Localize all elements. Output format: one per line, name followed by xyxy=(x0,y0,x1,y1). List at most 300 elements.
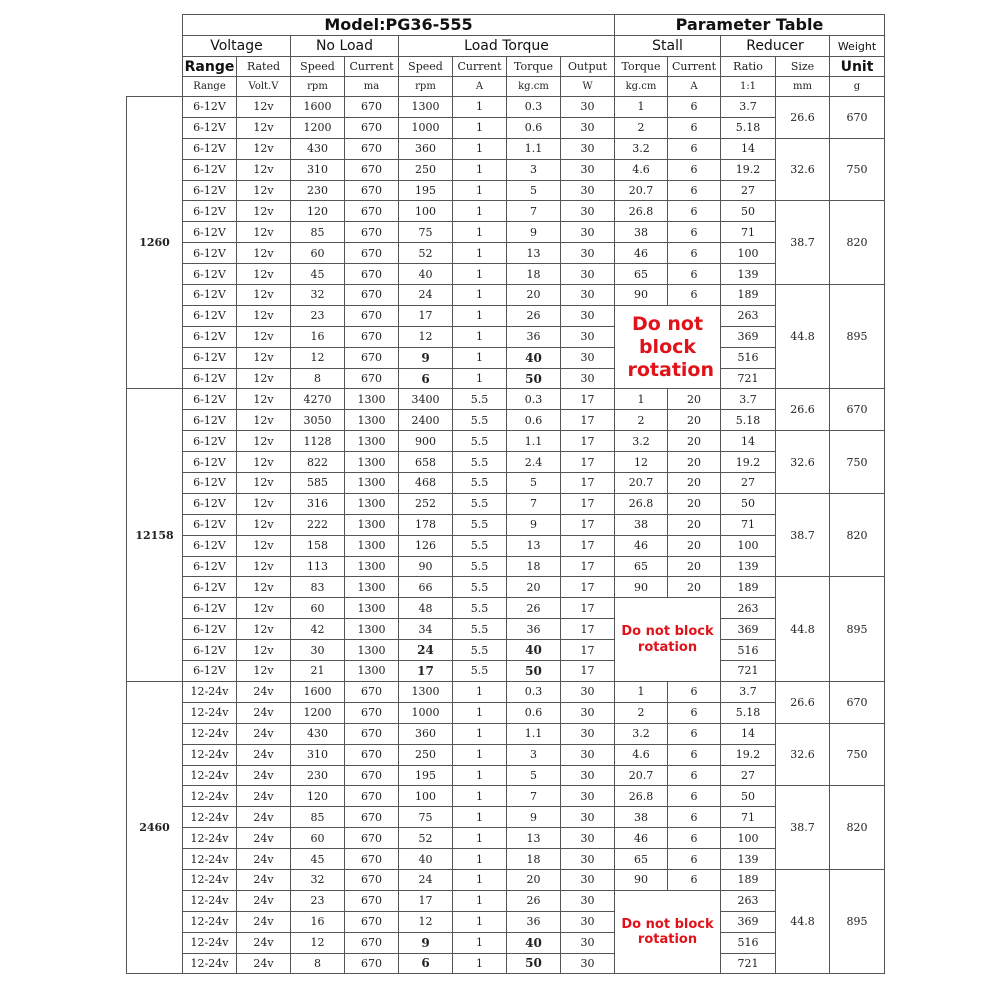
data-cell: 75 xyxy=(399,807,453,828)
data-cell: 83 xyxy=(291,577,345,598)
data-cell: 113 xyxy=(291,556,345,577)
data-cell: 195 xyxy=(399,180,453,201)
data-cell: 6-12V xyxy=(183,117,237,138)
data-cell: 670 xyxy=(345,264,399,285)
data-cell: 1300 xyxy=(345,535,399,556)
stall-current-cell: 20 xyxy=(668,473,721,494)
data-cell: 0.3 xyxy=(507,389,561,410)
data-cell: 5.5 xyxy=(453,493,507,514)
data-cell: 12-24v xyxy=(183,932,237,953)
ratio-cell: 50 xyxy=(721,786,776,807)
data-cell: 26 xyxy=(507,305,561,326)
data-cell: 360 xyxy=(399,138,453,159)
stall-torque-cell: 65 xyxy=(615,264,668,285)
data-cell: 6-12V xyxy=(183,556,237,577)
data-cell: 16 xyxy=(291,326,345,347)
group-voltage: Voltage xyxy=(183,36,291,57)
data-cell: 670 xyxy=(345,368,399,389)
data-cell: 24 xyxy=(399,640,453,661)
data-cell: 670 xyxy=(345,97,399,118)
stall-current-cell: 6 xyxy=(668,97,721,118)
data-cell: 12v xyxy=(237,368,291,389)
do-not-block-note: Do not block rotation xyxy=(615,890,721,974)
data-cell: 12-24v xyxy=(183,869,237,890)
weight-cell: 750 xyxy=(830,431,885,494)
data-cell: 1 xyxy=(453,765,507,786)
data-cell: 1 xyxy=(453,285,507,306)
data-cell: 1 xyxy=(453,201,507,222)
data-cell: 12v xyxy=(237,389,291,410)
stall-current-cell: 6 xyxy=(668,159,721,180)
data-cell: 12v xyxy=(237,556,291,577)
stall-torque-cell: 4.6 xyxy=(615,744,668,765)
data-cell: 6-12V xyxy=(183,305,237,326)
unit-cell: rpm xyxy=(399,77,453,97)
column-header: Current xyxy=(668,57,721,77)
data-cell: 6-12V xyxy=(183,410,237,431)
data-cell: 6 xyxy=(399,953,453,974)
table-row xyxy=(127,159,885,180)
data-cell: 0.3 xyxy=(507,681,561,702)
stall-torque-cell: 1 xyxy=(615,389,668,410)
ratio-cell: 3.7 xyxy=(721,681,776,702)
data-cell: 670 xyxy=(345,849,399,870)
data-cell: 5 xyxy=(507,473,561,494)
table-row xyxy=(127,347,885,368)
data-cell: 30 xyxy=(561,723,615,744)
data-cell: 32 xyxy=(291,869,345,890)
column-header: Torque xyxy=(507,57,561,77)
data-cell: 1 xyxy=(453,305,507,326)
data-cell: 4270 xyxy=(291,389,345,410)
stall-torque-cell: 38 xyxy=(615,222,668,243)
data-cell: 1000 xyxy=(399,117,453,138)
data-cell: 1 xyxy=(453,932,507,953)
stall-torque-cell: 3.2 xyxy=(615,138,668,159)
weight-cell: 820 xyxy=(830,493,885,577)
data-cell: 17 xyxy=(561,556,615,577)
ratio-cell: 14 xyxy=(721,723,776,744)
table-row xyxy=(127,201,885,222)
data-cell: 250 xyxy=(399,744,453,765)
data-cell: 670 xyxy=(345,222,399,243)
stall-current-cell: 6 xyxy=(668,786,721,807)
ratio-cell: 189 xyxy=(721,285,776,306)
stall-current-cell: 20 xyxy=(668,493,721,514)
data-cell: 6-12V xyxy=(183,243,237,264)
data-cell: 1300 xyxy=(345,598,399,619)
data-cell: 1 xyxy=(453,180,507,201)
stall-torque-cell: 26.8 xyxy=(615,786,668,807)
corner-cell xyxy=(127,57,183,77)
data-cell: 12v xyxy=(237,201,291,222)
data-cell: 3050 xyxy=(291,410,345,431)
table-row xyxy=(127,619,885,640)
data-cell: 30 xyxy=(291,640,345,661)
data-cell: 30 xyxy=(561,953,615,974)
data-cell: 12v xyxy=(237,326,291,347)
ratio-cell: 369 xyxy=(721,911,776,932)
table-row xyxy=(127,180,885,201)
data-cell: 5.5 xyxy=(453,640,507,661)
data-cell: 24v xyxy=(237,765,291,786)
data-cell: 6-12V xyxy=(183,535,237,556)
data-cell: 12v xyxy=(237,619,291,640)
ratio-cell: 14 xyxy=(721,138,776,159)
data-cell: 45 xyxy=(291,264,345,285)
data-cell: 1300 xyxy=(345,431,399,452)
stall-current-cell: 20 xyxy=(668,514,721,535)
weight-cell: 820 xyxy=(830,786,885,870)
table-row xyxy=(127,598,885,619)
stall-current-cell: 6 xyxy=(668,180,721,201)
stall-torque-cell: 1 xyxy=(615,681,668,702)
model-title: Model:PG36-555 xyxy=(183,15,615,36)
ratio-cell: 50 xyxy=(721,201,776,222)
data-cell: 12-24v xyxy=(183,765,237,786)
table-row xyxy=(127,828,885,849)
ratio-cell: 27 xyxy=(721,473,776,494)
data-cell: 12-24v xyxy=(183,807,237,828)
data-cell: 6-12V xyxy=(183,493,237,514)
weight-cell: 750 xyxy=(830,723,885,786)
data-cell: 1128 xyxy=(291,431,345,452)
data-cell: 24 xyxy=(399,869,453,890)
data-cell: 12-24v xyxy=(183,681,237,702)
data-cell: 12v xyxy=(237,243,291,264)
parameter-table-title: Parameter Table xyxy=(615,15,885,36)
stall-current-cell: 6 xyxy=(668,222,721,243)
ratio-cell: 100 xyxy=(721,828,776,849)
data-cell: 17 xyxy=(399,890,453,911)
table-row xyxy=(127,661,885,682)
data-cell: 6-12V xyxy=(183,159,237,180)
size-cell: 32.6 xyxy=(776,723,830,786)
data-cell: 12-24v xyxy=(183,828,237,849)
stall-current-cell: 6 xyxy=(668,723,721,744)
data-cell: 1600 xyxy=(291,97,345,118)
data-cell: 0.6 xyxy=(507,410,561,431)
table-row xyxy=(127,953,885,974)
table-row xyxy=(127,326,885,347)
stall-torque-cell: 2 xyxy=(615,117,668,138)
data-cell: 1 xyxy=(453,368,507,389)
do-not-block-note: Do not block rotation xyxy=(615,598,721,682)
stall-torque-cell: 90 xyxy=(615,869,668,890)
stall-current-cell: 6 xyxy=(668,681,721,702)
stall-torque-cell: 2 xyxy=(615,702,668,723)
group-load-torque: Load Torque xyxy=(399,36,615,57)
data-cell: 12 xyxy=(291,347,345,368)
data-cell: 12v xyxy=(237,535,291,556)
unit-cell: A xyxy=(668,77,721,97)
data-cell: 430 xyxy=(291,138,345,159)
stall-torque-cell: 38 xyxy=(615,514,668,535)
stall-torque-cell: 12 xyxy=(615,452,668,473)
weight-cell: 670 xyxy=(830,389,885,431)
data-cell: 42 xyxy=(291,619,345,640)
data-cell: 1 xyxy=(453,264,507,285)
data-cell: 24v xyxy=(237,890,291,911)
data-cell: 30 xyxy=(561,243,615,264)
data-cell: 30 xyxy=(561,159,615,180)
ratio-cell: 71 xyxy=(721,514,776,535)
data-cell: 0.6 xyxy=(507,117,561,138)
data-cell: 6-12V xyxy=(183,473,237,494)
group-no-load: No Load xyxy=(291,36,399,57)
data-cell: 100 xyxy=(399,201,453,222)
data-cell: 23 xyxy=(291,305,345,326)
stall-torque-cell: 38 xyxy=(615,807,668,828)
table-row xyxy=(127,97,885,118)
weight-cell: 750 xyxy=(830,138,885,201)
data-cell: 5 xyxy=(507,765,561,786)
data-cell: 1.1 xyxy=(507,138,561,159)
unit-cell: W xyxy=(561,77,615,97)
unit-cell: Volt.V xyxy=(237,77,291,97)
data-cell: 12-24v xyxy=(183,744,237,765)
data-cell: 1 xyxy=(453,222,507,243)
data-cell: 670 xyxy=(345,807,399,828)
ratio-cell: 263 xyxy=(721,890,776,911)
data-cell: 6-12V xyxy=(183,431,237,452)
data-cell: 9 xyxy=(399,932,453,953)
data-cell: 36 xyxy=(507,911,561,932)
ratio-cell: 5.18 xyxy=(721,117,776,138)
data-cell: 1300 xyxy=(345,577,399,598)
unit-cell: A xyxy=(453,77,507,97)
ratio-cell: 5.18 xyxy=(721,702,776,723)
data-cell: 6-12V xyxy=(183,180,237,201)
data-cell: 5.5 xyxy=(453,473,507,494)
data-cell: 3 xyxy=(507,744,561,765)
table-row xyxy=(127,807,885,828)
ratio-cell: 139 xyxy=(721,264,776,285)
data-cell: 30 xyxy=(561,368,615,389)
data-cell: 24v xyxy=(237,828,291,849)
table-row xyxy=(127,744,885,765)
data-cell: 12v xyxy=(237,514,291,535)
weight-cell: 895 xyxy=(830,285,885,389)
ratio-cell: 139 xyxy=(721,849,776,870)
data-cell: 30 xyxy=(561,285,615,306)
data-cell: 12-24v xyxy=(183,786,237,807)
data-cell: 36 xyxy=(507,326,561,347)
data-cell: 1300 xyxy=(345,389,399,410)
data-cell: 18 xyxy=(507,556,561,577)
data-cell: 17 xyxy=(561,577,615,598)
parameter-table xyxy=(126,14,885,974)
data-cell: 1300 xyxy=(399,97,453,118)
stall-current-cell: 6 xyxy=(668,828,721,849)
ratio-cell: 263 xyxy=(721,598,776,619)
data-cell: 5.5 xyxy=(453,661,507,682)
model-code: 12158 xyxy=(127,389,183,681)
data-cell: 6-12V xyxy=(183,138,237,159)
data-cell: 24v xyxy=(237,702,291,723)
weight-cell: 895 xyxy=(830,577,885,681)
data-cell: 17 xyxy=(561,598,615,619)
data-cell: 40 xyxy=(507,347,561,368)
data-cell: 12v xyxy=(237,180,291,201)
data-cell: 30 xyxy=(561,347,615,368)
table-row xyxy=(127,410,885,431)
stall-current-cell: 20 xyxy=(668,535,721,556)
data-cell: 13 xyxy=(507,243,561,264)
data-cell: 20 xyxy=(507,285,561,306)
data-cell: 1300 xyxy=(345,493,399,514)
data-cell: 6-12V xyxy=(183,661,237,682)
data-cell: 12v xyxy=(237,159,291,180)
stall-current-cell: 6 xyxy=(668,117,721,138)
data-cell: 50 xyxy=(507,368,561,389)
unit-cell: kg.cm xyxy=(507,77,561,97)
stall-torque-cell: 65 xyxy=(615,849,668,870)
data-cell: 12 xyxy=(399,911,453,932)
data-cell: 17 xyxy=(561,473,615,494)
data-cell: 1200 xyxy=(291,117,345,138)
ratio-cell: 19.2 xyxy=(721,159,776,180)
data-cell: 18 xyxy=(507,264,561,285)
stall-current-cell: 6 xyxy=(668,807,721,828)
data-cell: 670 xyxy=(345,723,399,744)
data-cell: 5.5 xyxy=(453,619,507,640)
data-cell: 8 xyxy=(291,368,345,389)
column-header: Unit xyxy=(830,57,885,77)
size-cell: 38.7 xyxy=(776,493,830,577)
data-cell: 1 xyxy=(453,326,507,347)
ratio-cell: 19.2 xyxy=(721,452,776,473)
data-cell: 9 xyxy=(507,807,561,828)
data-cell: 1000 xyxy=(399,702,453,723)
table-row xyxy=(127,890,885,911)
data-cell: 12v xyxy=(237,431,291,452)
data-cell: 2400 xyxy=(399,410,453,431)
table-row xyxy=(127,932,885,953)
size-cell: 26.6 xyxy=(776,389,830,431)
data-cell: 1300 xyxy=(399,681,453,702)
table-row xyxy=(127,786,885,807)
stall-current-cell: 6 xyxy=(668,285,721,306)
stall-torque-cell: 20.7 xyxy=(615,765,668,786)
data-cell: 670 xyxy=(345,681,399,702)
data-cell: 1.1 xyxy=(507,723,561,744)
data-cell: 52 xyxy=(399,243,453,264)
data-cell: 40 xyxy=(399,849,453,870)
ratio-cell: 369 xyxy=(721,619,776,640)
data-cell: 5.5 xyxy=(453,452,507,473)
data-cell: 40 xyxy=(507,932,561,953)
data-cell: 178 xyxy=(399,514,453,535)
table-row xyxy=(127,535,885,556)
data-cell: 12v xyxy=(237,117,291,138)
ratio-cell: 516 xyxy=(721,640,776,661)
data-cell: 670 xyxy=(345,932,399,953)
data-cell: 24v xyxy=(237,786,291,807)
stall-current-cell: 20 xyxy=(668,556,721,577)
stall-current-cell: 6 xyxy=(668,849,721,870)
data-cell: 670 xyxy=(345,828,399,849)
table-row xyxy=(127,702,885,723)
stall-current-cell: 6 xyxy=(668,765,721,786)
stall-torque-cell: 46 xyxy=(615,535,668,556)
data-cell: 17 xyxy=(561,640,615,661)
data-cell: 5.5 xyxy=(453,556,507,577)
data-cell: 18 xyxy=(507,849,561,870)
data-cell: 1 xyxy=(453,869,507,890)
data-cell: 250 xyxy=(399,159,453,180)
data-cell: 8 xyxy=(291,953,345,974)
data-cell: 45 xyxy=(291,849,345,870)
group-reducer: Reducer xyxy=(721,36,830,57)
data-cell: 5 xyxy=(507,180,561,201)
ratio-cell: 100 xyxy=(721,243,776,264)
data-cell: 12v xyxy=(237,138,291,159)
data-cell: 670 xyxy=(345,180,399,201)
data-cell: 1 xyxy=(453,786,507,807)
data-cell: 1 xyxy=(453,681,507,702)
size-cell: 26.6 xyxy=(776,97,830,139)
data-cell: 310 xyxy=(291,744,345,765)
data-cell: 670 xyxy=(345,765,399,786)
data-cell: 5.5 xyxy=(453,577,507,598)
data-cell: 12 xyxy=(291,932,345,953)
stall-current-cell: 6 xyxy=(668,264,721,285)
ratio-cell: 189 xyxy=(721,869,776,890)
data-cell: 670 xyxy=(345,702,399,723)
column-header: Rated xyxy=(237,57,291,77)
data-cell: 12-24v xyxy=(183,953,237,974)
ratio-cell: 27 xyxy=(721,765,776,786)
unit-cell: 1:1 xyxy=(721,77,776,97)
data-cell: 30 xyxy=(561,702,615,723)
unit-cell: rpm xyxy=(291,77,345,97)
data-cell: 40 xyxy=(399,264,453,285)
stall-torque-cell: 26.8 xyxy=(615,493,668,514)
data-cell: 316 xyxy=(291,493,345,514)
ratio-cell: 100 xyxy=(721,535,776,556)
data-cell: 12-24v xyxy=(183,723,237,744)
data-cell: 670 xyxy=(345,201,399,222)
data-cell: 5.5 xyxy=(453,431,507,452)
data-cell: 670 xyxy=(345,138,399,159)
data-cell: 670 xyxy=(345,786,399,807)
data-cell: 17 xyxy=(561,514,615,535)
data-cell: 1300 xyxy=(345,619,399,640)
data-cell: 9 xyxy=(507,222,561,243)
stall-current-cell: 20 xyxy=(668,410,721,431)
data-cell: 1 xyxy=(453,243,507,264)
data-cell: 12v xyxy=(237,222,291,243)
data-cell: 48 xyxy=(399,598,453,619)
data-cell: 1300 xyxy=(345,556,399,577)
data-cell: 52 xyxy=(399,828,453,849)
data-cell: 30 xyxy=(561,765,615,786)
data-cell: 1.1 xyxy=(507,431,561,452)
data-cell: 17 xyxy=(561,389,615,410)
data-cell: 1 xyxy=(453,911,507,932)
data-cell: 30 xyxy=(561,180,615,201)
ratio-cell: 721 xyxy=(721,368,776,389)
group-weight: Weight xyxy=(830,36,885,57)
data-cell: 36 xyxy=(507,619,561,640)
data-cell: 2.4 xyxy=(507,452,561,473)
data-cell: 30 xyxy=(561,849,615,870)
data-cell: 670 xyxy=(345,890,399,911)
data-cell: 12v xyxy=(237,640,291,661)
ratio-cell: 71 xyxy=(721,807,776,828)
stall-torque-cell: 4.6 xyxy=(615,159,668,180)
